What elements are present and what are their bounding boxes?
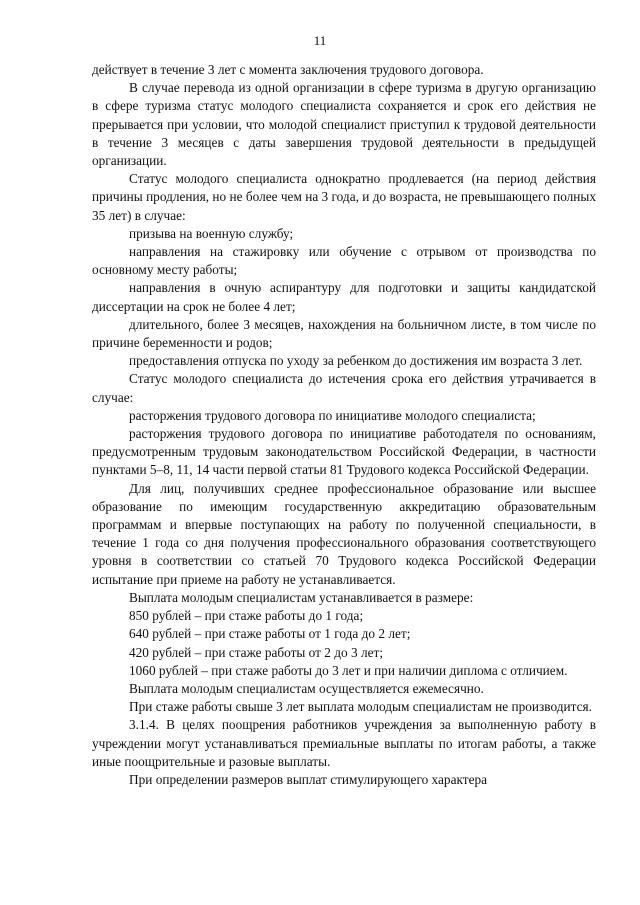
paragraph: В случае перевода из одной организации в сфере туризма в другую организацию в сфере туризма статус молодого специалиста сохраняется и срок его действия не прерывается при условии, что молодой специалист приступил к трудовой деятельности в течение 3 месяцев с даты завершения трудовой деятельности в предыдущей организации. (92, 80, 596, 169)
paragraph: 420 рублей – при стаже работы от 2 до 3 лет; (129, 644, 384, 660)
paragraph: Статус молодого специалиста до истечения срока его действия утрачивается в случае: (92, 371, 596, 405)
paragraph: предоставления отпуска по уходу за ребенком до достижения им возраста 3 лет. (129, 353, 583, 369)
paragraph: 1060 рублей – при стаже работы до 3 лет и при наличии диплома с отличием. (129, 662, 568, 678)
document-body (92, 61, 596, 789)
paragraph: Выплата молодым специалистам осуществляется ежемесячно. (129, 680, 484, 696)
paragraph: 640 рублей – при стаже работы от 1 года до 2 лет; (129, 626, 411, 642)
paragraph: длительного, более 3 месяцев, нахождения на больничном листе, в том числе по причине беременности и родов; (92, 316, 596, 351)
paragraph: направления в очную аспирантуру для подготовки и защиты кандидатской диссертации на срок не более 4 лет; (92, 280, 596, 314)
paragraph: 3.1.4. В целях поощрения работников учреждения за выполненную работу в учреждении могут устанавливаться премиальные выплаты по итогам работы, а также иные поощрительные и разовые выплаты. (92, 717, 596, 769)
paragraph: При стаже работы свыше 3 лет выплата молодым специалистам не производится. (129, 699, 592, 715)
paragraph: Для лиц, получивших среднее профессиональное образование или высшее образование по имеющим государственную аккредитацию образовательным программам и впервые поступающих на работу по полученной специальности, в течение 1 года со дня получения профессионального образования соответствующего уровня в соответствии со статьей 70 Трудового кодекса Российской Федерации испытание при приеме на работу не устанавливается. (92, 480, 596, 587)
page-number: 11 (313, 33, 327, 48)
paragraph: расторжения трудового договора по инициативе молодого специалиста; (129, 407, 536, 423)
paragraph: Выплата молодым специалистам устанавливается в размере: (129, 589, 474, 605)
paragraph: При определении размеров выплат стимулирующего характера (129, 771, 488, 787)
paragraph: расторжения трудового договора по инициативе работодателя по основаниям, предусмотренным трудовым законодательством Российской Федерации, в частности пунктами 5–8, 11, 14 части первой статьи 81 Трудового кодекса Российской Федерации. (92, 426, 596, 478)
paragraph: действует в течение 3 лет с момента заключения трудового договора. (92, 62, 484, 77)
paragraph: призыва на военную службу; (129, 225, 294, 241)
paragraph: Статус молодого специалиста однократно продлевается (на период действия причины продления, но не более чем на 3 года, и до возраста, не превышающего полных 35 лет) в случае: (92, 171, 596, 223)
paragraph: направления на стажировку или обучение с отрывом от производства по основному месту работы; (92, 244, 596, 278)
paragraph: 850 рублей – при стаже работы до 1 года; (129, 608, 364, 624)
